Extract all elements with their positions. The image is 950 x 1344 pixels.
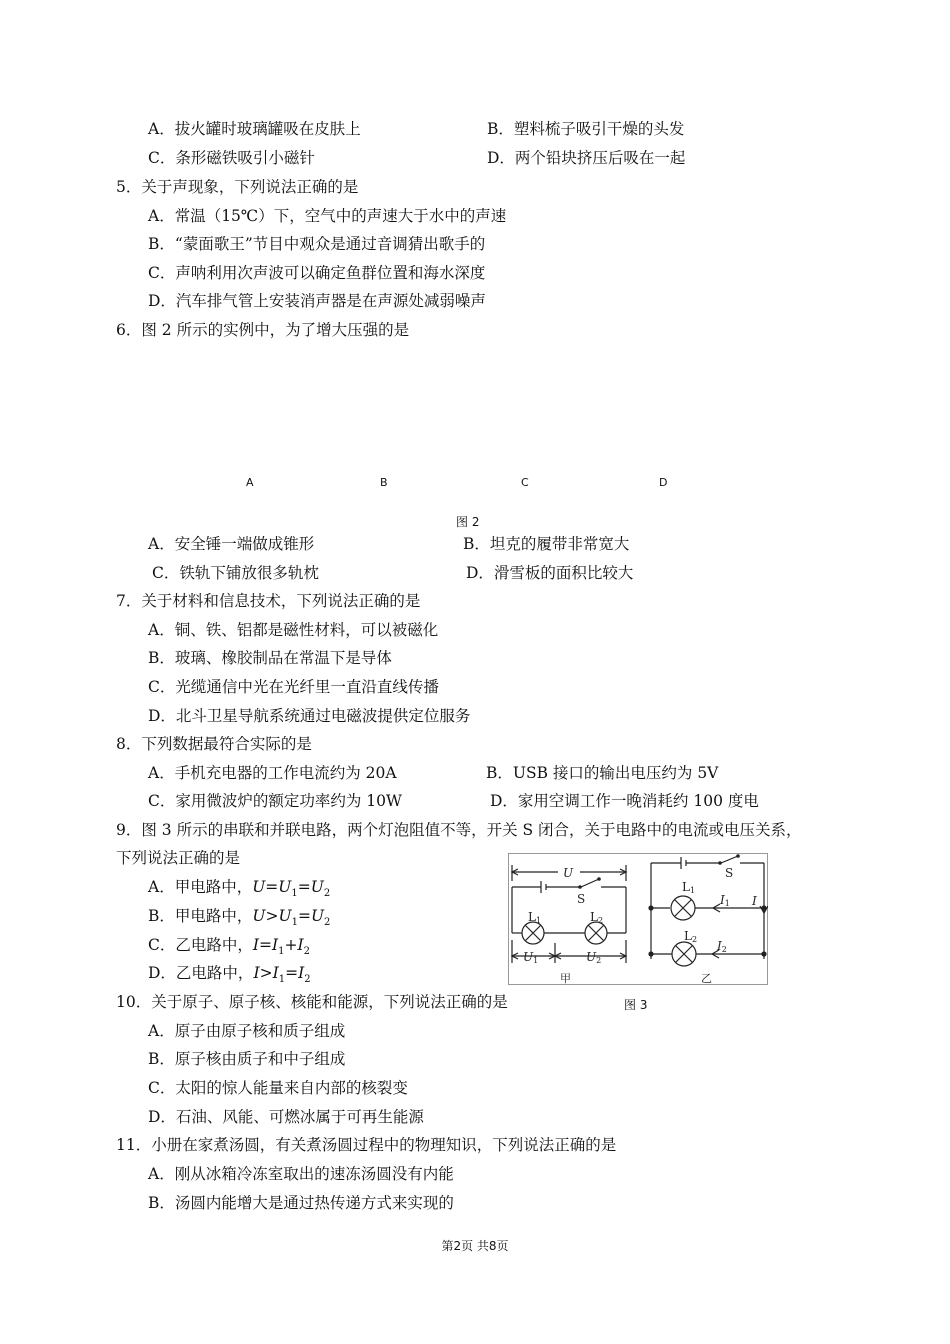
q9-stem-line2: 下列说法正确的是 [116,849,241,867]
q9-option-c: C．乙电路中，$I=I_1+I_2$ [148,936,310,958]
svg-text:U1: U1 [523,950,539,965]
q10-stem: 10．关于原子、原子核、核能和能源，下列说法正确的是 [116,993,508,1011]
q8-option-c: C．家用微波炉的额定功率约为 10W [148,792,402,810]
q8-option-a: A．手机充电器的工作电流约为 20A [148,764,397,782]
q8-stem: 8．下列数据最符合实际的是 [116,735,312,753]
q6-option-d: D．滑雪板的面积比较大 [466,564,634,582]
q6-fig-caption: 图 2 [456,515,480,529]
q5-option-c: C．声呐利用次声波可以确定鱼群位置和海水深度 [148,264,486,282]
q6-fig-label-a: A [246,476,254,489]
q9-fig-caption: 图 3 [624,998,648,1012]
q7-option-b: B．玻璃、橡胶制品在常温下是导体 [148,649,392,667]
svg-text:L2: L2 [684,929,698,944]
q7-stem: 7．关于材料和信息技术，下列说法正确的是 [116,592,421,610]
page-footer: 第2页 共8页 [441,1239,509,1253]
q6-fig-label-c: C [521,476,529,489]
q6-option-b: B．坦克的履带非常宽大 [463,535,630,553]
figure-3-circuit-diagram [508,853,768,985]
svg-text:U: U [563,866,574,880]
q8-option-d: D．家用空调工作一晚消耗约 100 度电 [490,792,759,810]
circuit-label-yi: 乙 [701,972,712,985]
svg-text:U2: U2 [586,950,602,965]
q6-option-a: A．安全锤一端做成锥形 [148,535,315,553]
circuit-label-jia: 甲 [560,972,571,985]
q7-option-d: D．北斗卫星导航系统通过电磁波提供定位服务 [148,707,471,725]
q11-stem: 11．小册在家煮汤圆，有关煮汤圆过程中的物理知识，下列说法正确的是 [116,1136,617,1154]
q5-option-b: B．“蒙面歌王”节目中观众是通过音调猜出歌手的 [148,235,486,253]
q6-option-c: C．铁轨下铺放很多轨枕 [152,564,319,582]
q8-option-b: B．USB 接口的输出电压约为 5V [486,764,719,782]
q9-option-d: D．乙电路中，$I>I_1=I_2$ [148,964,311,986]
q7-option-a: A．铜、铁、铝都是磁性材料，可以被磁化 [148,621,439,639]
svg-text:L1: L1 [528,910,542,925]
q4-option-a: A．拔火罐时玻璃罐吸在皮肤上 [148,120,361,138]
q9-stem-line1: 9．图 3 所示的串联和并联电路，两个灯泡阻值不等，开关 S 闭合，关于电路中的电流或电压关系， [116,821,802,839]
q4-option-c: C．条形磁铁吸引小磁针 [148,149,315,167]
q6-stem: 6．图 2 所示的实例中，为了增大压强的是 [116,321,410,339]
svg-text:I2: I2 [717,939,727,954]
q11-option-b: B．汤圆内能增大是通过热传递方式来实现的 [148,1194,454,1212]
svg-text:L1: L1 [682,880,696,895]
q5-stem: 5．关于声现象，下列说法正确的是 [116,178,359,196]
q6-fig-label-d: D [659,476,668,489]
q5-option-a: A．常温（15℃）下，空气中的声速大于水中的声速 [148,207,507,225]
q10-option-b: B．原子核由质子和中子组成 [148,1050,346,1068]
q10-option-a: A．原子由原子核和质子组成 [148,1022,346,1040]
svg-text:S: S [577,892,586,906]
q7-option-c: C．光缆通信中光在光纤里一直沿直线传播 [148,678,439,696]
svg-text:S: S [725,866,734,880]
q10-option-c: C．太阳的惊人能量来自内部的核裂变 [148,1079,408,1097]
q4-option-b: B．塑料梳子吸引干燥的头发 [487,120,685,138]
svg-text:I1: I1 [720,893,730,908]
q10-option-d: D．石油、风能、可燃冰属于可再生能源 [148,1108,424,1126]
q4-option-d: D．两个铅块挤压后吸在一起 [487,149,686,167]
q6-fig-label-b: B [380,476,388,489]
svg-text:I: I [752,894,757,908]
q9-option-a: A．甲电路中，$U=U_1=U_2$ [148,878,331,900]
q9-option-b: B．甲电路中，$U>U_1=U_2$ [148,907,331,929]
q5-option-d: D．汽车排气管上安装消声器是在声源处减弱噪声 [148,292,486,310]
q11-option-a: A．刚从冰箱冷冻室取出的速冻汤圆没有内能 [148,1165,454,1183]
svg-text:L2: L2 [590,910,604,925]
